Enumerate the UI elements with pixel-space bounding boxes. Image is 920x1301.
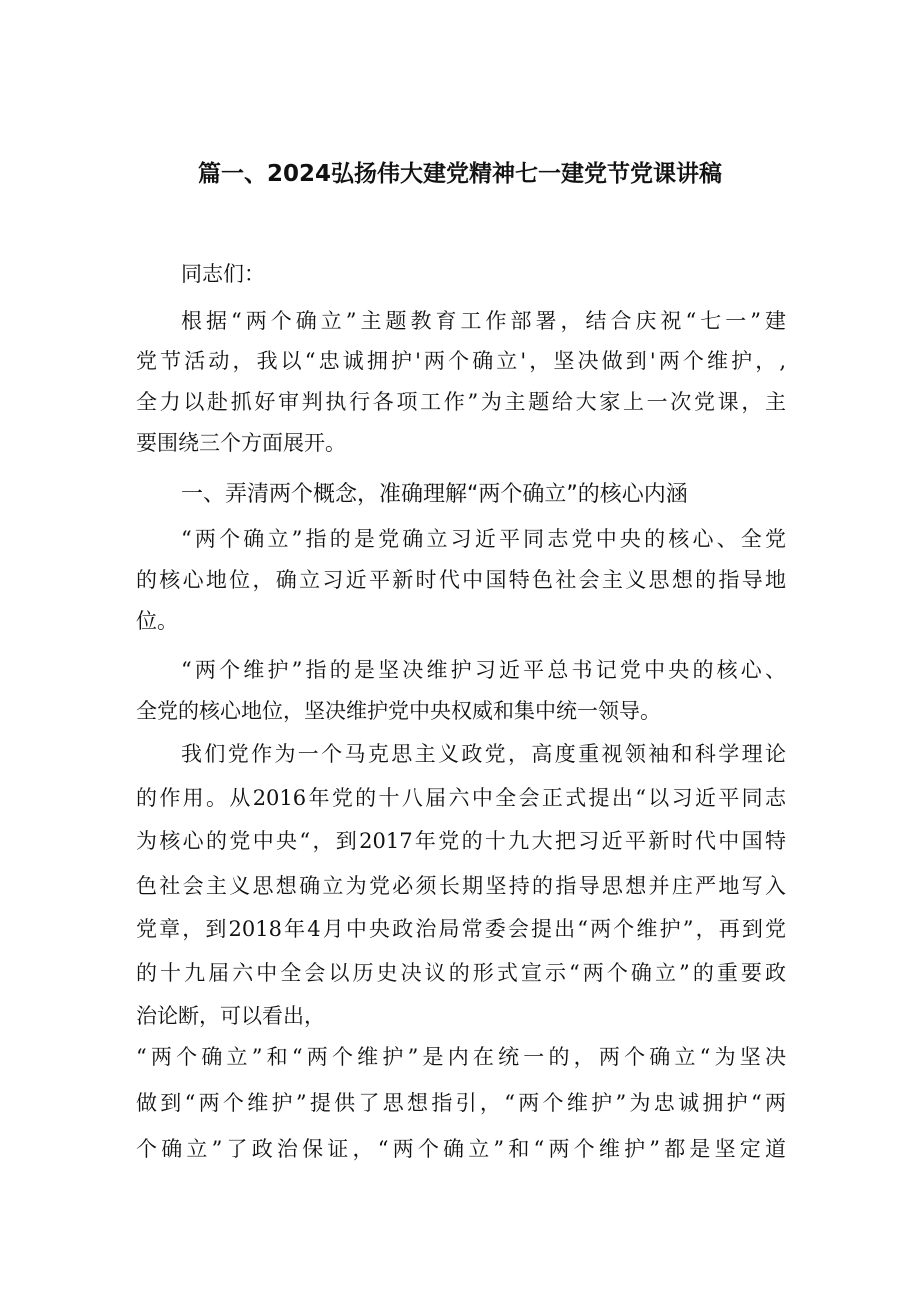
paragraph-line: 治论断，可以看出，: [136, 1004, 325, 1028]
salutation: 同志们：: [181, 262, 265, 286]
paragraph-line: 根据“两个确立”主题教育工作部署，结合庆祝“七一”建: [181, 309, 786, 333]
paragraph-line: 的十九届六中全会以历史决议的形式宣示“两个确立”的重要政: [136, 961, 786, 985]
paragraph-line: 个确立”了政治保证，“两个确立”和“两个维护”都是坚定道: [136, 1137, 786, 1161]
paragraph-line: 党节活动，我以“忠诚拥护'两个确立'，坚决做到'两个维护，,: [136, 349, 786, 373]
paragraph-line: “两个确立”指的是党确立习近平同志党中央的核心、全党: [181, 527, 786, 551]
paragraph-line: “两个确立”和“两个维护”是内在统一的，两个确立“为坚决: [136, 1045, 786, 1069]
paragraph-line: 为核心的党中央“，到2017年党的十九大把习近平新时代中国特: [136, 829, 786, 853]
paragraph-line: 位。: [136, 609, 178, 633]
paragraph-line: 色社会主义思想确立为党必须长期坚持的指导思想并庄严地写入: [136, 874, 786, 898]
paragraph-line: 做到“两个维护”提供了思想指引，“两个维护”为忠诚拥护“两: [136, 1091, 786, 1115]
paragraph-line: 要围绕三个方面展开。: [136, 431, 346, 455]
paragraph-line: 全党的核心地位，坚决维护党中央权威和集中统一领导。: [136, 699, 661, 723]
document-title: 篇一、2024弘扬伟大建党精神七一建党节党课讲稿: [197, 161, 722, 187]
paragraph-line: 我们党作为一个马克思主义政党，高度重视领袖和科学理论: [181, 742, 786, 766]
section-heading: 一、弄清两个概念，准确理解“两个确立”的核心内涵: [181, 482, 688, 507]
paragraph-line: “两个维护”指的是坚决维护习近平总书记党中央的核心、: [181, 658, 786, 682]
paragraph-line: 党章，到2018年4月中央政治局常委会提出“两个维护”，再到党: [136, 917, 786, 941]
paragraph-line: 全力以赴抓好审判执行各项工作”为主题给大家上一次党课，主: [136, 390, 786, 414]
paragraph-line: 的作用。从2016年党的十八届六中全会正式提出“以习近平同志: [136, 786, 786, 810]
paragraph-line: 的核心地位，确立习近平新时代中国特色社会主义思想的指导地: [136, 568, 786, 592]
